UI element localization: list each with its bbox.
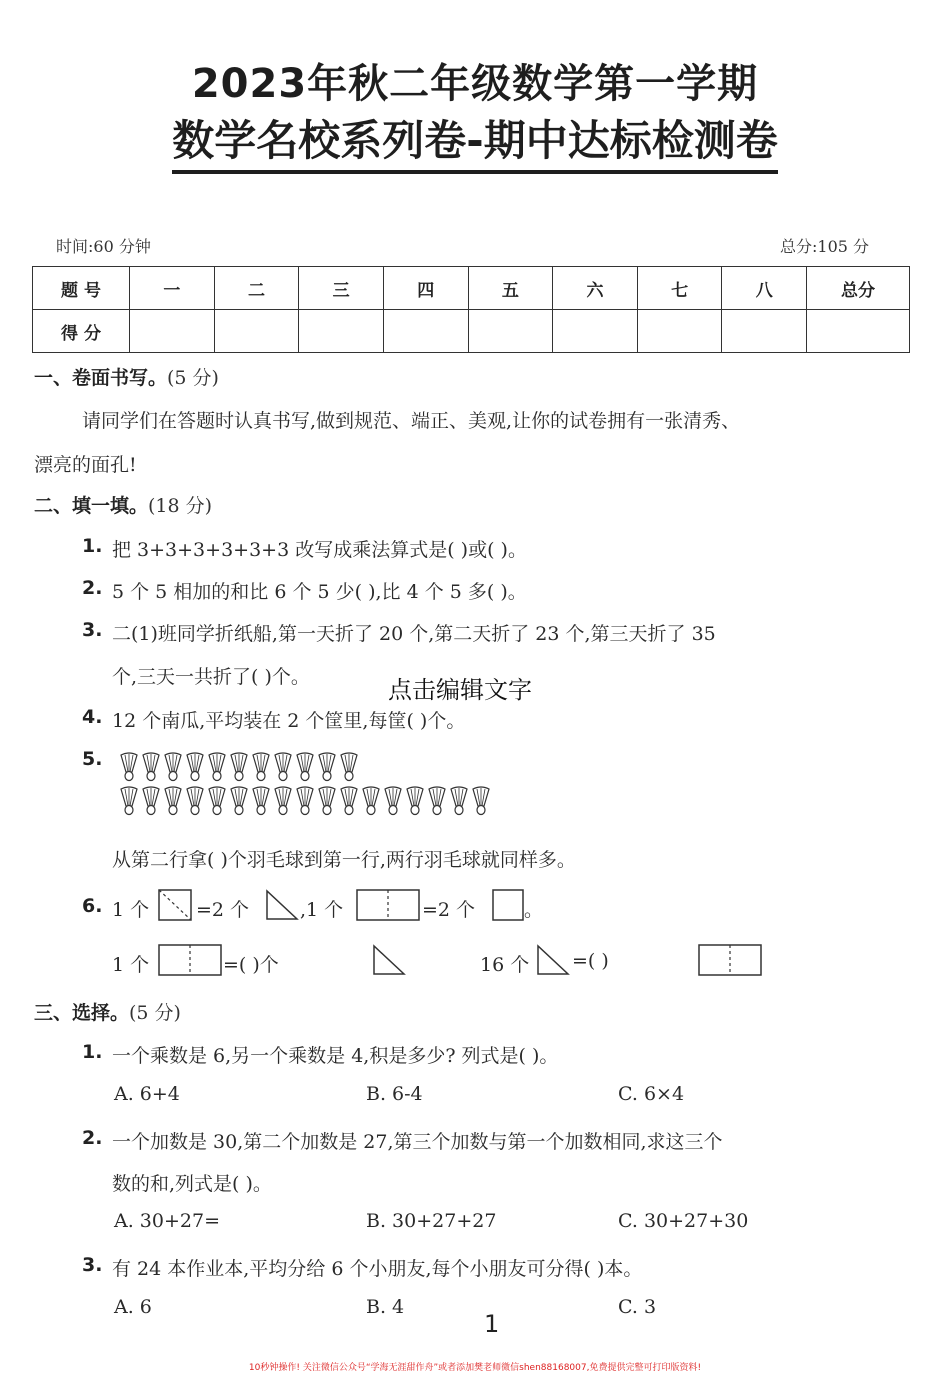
section-2-title: 二、填一填。 — [34, 495, 149, 517]
question-text-line-2: 个,三天一共折了( )个。 — [112, 666, 310, 688]
score-table-score-row — [33, 310, 910, 353]
question-number: 1. — [82, 1041, 103, 1063]
question-text-line-2: 数的和,列式是( )。 — [112, 1173, 272, 1195]
option-b[interactable]: B. 30+27+27 — [366, 1210, 497, 1232]
score-cell[interactable] — [722, 310, 807, 353]
question-number: 5. — [82, 748, 103, 770]
shuttlecock-icon — [184, 786, 206, 816]
score-cell[interactable] — [637, 310, 722, 353]
option-c[interactable]: C. 6×4 — [618, 1083, 685, 1105]
right-triangle-icon — [265, 889, 299, 921]
score-table — [32, 266, 910, 353]
section-3-title: 三、选择。 — [34, 1002, 130, 1024]
question-text: 从第二行拿( )个羽毛球到第一行,两行羽毛球就同样多。 — [112, 849, 576, 871]
shuttlecock-icon — [316, 786, 338, 816]
shuttlecock-icon — [206, 786, 228, 816]
shuttlecock-icon — [118, 786, 140, 816]
shuttlecock-row-1 — [118, 752, 360, 782]
question-text-line-1: 一个加数是 30,第二个加数是 27,第三个加数与第一个加数相同,求这三个 — [112, 1131, 723, 1153]
question-number: 3. — [82, 1254, 103, 1276]
shuttlecock-icon — [140, 752, 162, 782]
shuttlecock-icon — [206, 752, 228, 782]
q6-text-i: =( ) — [572, 950, 609, 972]
shuttlecock-icon — [250, 786, 272, 816]
question-text: 一个乘数是 6,另一个乘数是 4,积是多少? 列式是( )。 — [112, 1045, 559, 1067]
section-1-heading — [34, 363, 219, 390]
option-c[interactable]: C. 30+27+30 — [618, 1210, 749, 1232]
section-2-heading — [34, 491, 212, 518]
shuttlecock-icon — [228, 786, 250, 816]
right-triangle-icon — [372, 944, 406, 976]
score-header-cell: 四 — [383, 267, 468, 310]
shuttlecock-icon — [118, 752, 140, 782]
q6-text-c: ,1 个 — [300, 899, 344, 921]
title-line-1: 2023年秋二年级数学第一学期 — [191, 61, 759, 107]
option-b[interactable]: B. 4 — [366, 1296, 405, 1318]
shuttlecock-icon — [162, 752, 184, 782]
option-a[interactable]: A. 6+4 — [114, 1083, 180, 1105]
score-cell[interactable] — [130, 310, 215, 353]
score-header-cell: 五 — [468, 267, 553, 310]
question-text: 把 3+3+3+3+3+3 改写成乘法算式是( )或( )。 — [112, 539, 527, 561]
section-2-points: (18 分) — [148, 495, 213, 517]
question-number: 2. — [82, 577, 103, 599]
shuttlecock-icon — [294, 786, 316, 816]
question-number: 4. — [82, 706, 103, 728]
shuttlecock-icon — [272, 752, 294, 782]
shuttlecock-icon — [338, 786, 360, 816]
shuttlecock-icon — [470, 786, 492, 816]
q6-text-a: 1 个 — [112, 899, 150, 921]
shuttlecock-icon — [250, 752, 272, 782]
section-1-title: 一、卷面书写。 — [34, 367, 168, 389]
shuttlecock-icon — [272, 786, 294, 816]
q6-text-d: =2 个 — [422, 899, 476, 921]
shuttlecock-icon — [140, 786, 162, 816]
shuttlecock-icon — [162, 786, 184, 816]
section-1-line-1: 请同学们在答题时认真书写,做到规范、端正、美观,让你的试卷拥有一张清秀、 — [82, 410, 741, 432]
score-row-label: 得 分 — [33, 310, 130, 353]
q6-text-g: =( )个 — [223, 954, 279, 976]
shuttlecock-icon — [382, 786, 404, 816]
shuttlecock-icon — [316, 752, 338, 782]
score-table-header-row — [33, 267, 910, 310]
section-1-points: (5 分) — [167, 367, 219, 389]
question-text: 5 个 5 相加的和比 6 个 5 少( ),比 4 个 5 多( )。 — [112, 581, 527, 603]
score-header-cell: 八 — [722, 267, 807, 310]
score-header-cell: 一 — [130, 267, 215, 310]
rectangle-with-divider-icon — [698, 944, 762, 976]
score-header-cell: 题 号 — [33, 267, 130, 310]
square-with-diagonal-icon — [158, 889, 192, 921]
exam-total-score: 总分:105 分 — [780, 237, 870, 256]
q6-text-e: 。 — [524, 899, 544, 921]
question-number: 2. — [82, 1127, 103, 1149]
question-number: 3. — [82, 619, 103, 641]
footer-note: 10秒钟操作! 关注微信公众号“学海无涯甜作舟”或者添加樊老师微信shen88168007,免费提供完整可打印版资料! — [248, 1363, 702, 1373]
score-header-cell: 二 — [214, 267, 299, 310]
question-text-line-1: 二(1)班同学折纸船,第一天折了 20 个,第二天折了 23 个,第三天折了 35 — [112, 623, 716, 645]
question-number: 6. — [82, 895, 103, 917]
option-b[interactable]: B. 6-4 — [366, 1083, 423, 1105]
score-header-cell: 六 — [553, 267, 638, 310]
rectangle-with-divider-icon — [158, 944, 222, 976]
score-cell[interactable] — [299, 310, 384, 353]
score-header-cell: 三 — [299, 267, 384, 310]
shuttlecock-icon — [228, 752, 250, 782]
option-c[interactable]: C. 3 — [618, 1296, 657, 1318]
rectangle-with-divider-icon — [356, 889, 420, 921]
title-line-2 — [0, 108, 950, 174]
shuttlecock-icon — [338, 752, 360, 782]
score-cell[interactable] — [553, 310, 638, 353]
score-header-cell: 七 — [637, 267, 722, 310]
shuttlecock-icon — [360, 786, 382, 816]
shuttlecock-icon — [426, 786, 448, 816]
shuttlecock-icon — [448, 786, 470, 816]
shuttlecock-icon — [184, 752, 206, 782]
section-3-points: (5 分) — [129, 1002, 181, 1024]
section-1-line-2: 漂亮的面孔! — [34, 454, 137, 476]
exam-time: 时间:60 分钟 — [56, 237, 151, 256]
q6-text-f: 1 个 — [112, 954, 150, 976]
score-header-cell: 总分 — [807, 267, 910, 310]
q6-text-b: =2 个 — [196, 899, 250, 921]
title-line-2-text: 数学名校系列卷-期中达标检测卷 — [172, 108, 777, 174]
page-number: 1 — [484, 1310, 500, 1338]
question-number: 1. — [82, 535, 103, 557]
section-3-heading — [34, 998, 181, 1025]
option-a[interactable]: A. 30+27= — [114, 1210, 220, 1232]
question-text: 有 24 本作业本,平均分给 6 个小朋友,每个小朋友可分得( )本。 — [112, 1258, 643, 1280]
q6-text-h: 16 个 — [480, 954, 530, 976]
score-cell[interactable] — [214, 310, 299, 353]
shuttlecock-icon — [294, 752, 316, 782]
shuttlecock-row-2 — [118, 786, 492, 816]
option-a[interactable]: A. 6 — [114, 1296, 152, 1318]
score-cell[interactable] — [383, 310, 468, 353]
question-text: 12 个南瓜,平均装在 2 个筐里,每筐( )个。 — [112, 710, 466, 732]
square-icon — [492, 889, 524, 921]
right-triangle-icon — [536, 944, 570, 976]
edit-text-overlay[interactable]: 点击编辑文字 — [388, 676, 532, 704]
score-cell[interactable] — [468, 310, 553, 353]
shuttlecock-icon — [404, 786, 426, 816]
score-cell[interactable] — [807, 310, 910, 353]
